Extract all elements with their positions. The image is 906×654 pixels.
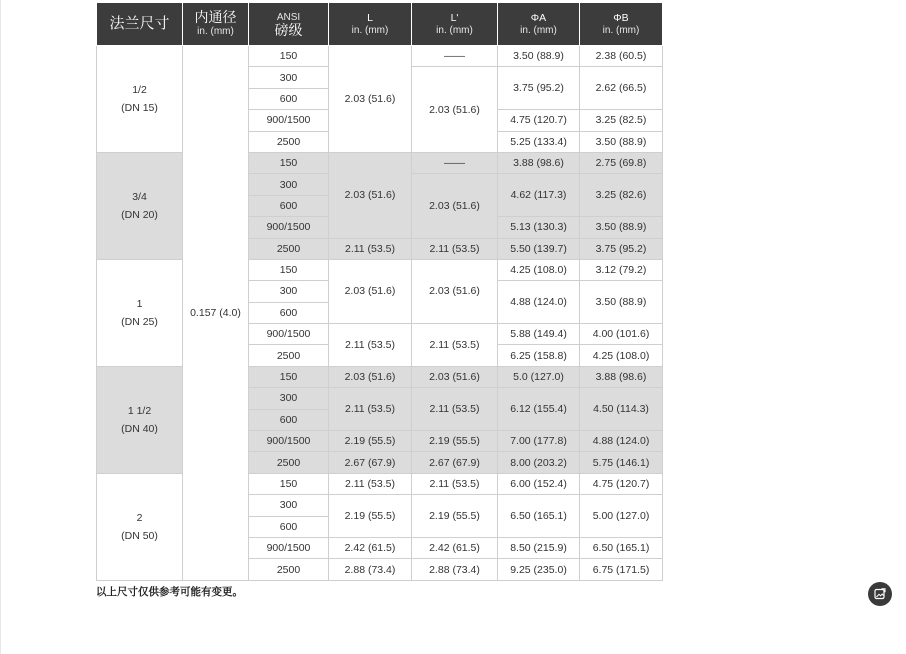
size-cell: 1/2 (DN 15) — [97, 46, 183, 153]
l-cell: 2.03 (51.6) — [329, 152, 412, 238]
header-l-prime: L' in. (mm) — [412, 3, 498, 46]
ansi-cell: 300 — [249, 388, 329, 409]
b-cell: 4.75 (120.7) — [580, 473, 663, 494]
ansi-cell: 150 — [249, 152, 329, 173]
ansi-cell: 300 — [249, 67, 329, 88]
a-cell: 5.25 (133.4) — [498, 131, 580, 152]
share-image-button[interactable] — [868, 582, 892, 606]
ansi-cell: 150 — [249, 259, 329, 280]
size-cell: 1 1/2 (DN 40) — [97, 366, 183, 473]
ansi-cell: 2500 — [249, 452, 329, 473]
a-cell: 5.88 (149.4) — [498, 324, 580, 345]
header-ansi: ANSI 磅级 — [249, 3, 329, 46]
share-image-icon — [874, 588, 886, 600]
a-cell: 4.25 (108.0) — [498, 259, 580, 280]
b-cell: 4.00 (101.6) — [580, 324, 663, 345]
ansi-cell: 2500 — [249, 131, 329, 152]
b-cell: 4.25 (108.0) — [580, 345, 663, 366]
b-cell: 4.50 (114.3) — [580, 388, 663, 431]
lp-cell: 2.03 (51.6) — [412, 366, 498, 387]
ansi-cell: 900/1500 — [249, 324, 329, 345]
ansi-cell: 150 — [249, 473, 329, 494]
a-cell: 6.12 (155.4) — [498, 388, 580, 431]
a-cell: 8.00 (203.2) — [498, 452, 580, 473]
l-cell: 2.03 (51.6) — [329, 366, 412, 387]
l-cell: 2.11 (53.5) — [329, 388, 412, 431]
l-cell: 2.11 (53.5) — [329, 324, 412, 367]
ansi-cell: 900/1500 — [249, 110, 329, 131]
size-cell: 3/4 (DN 20) — [97, 152, 183, 259]
a-cell: 5.13 (130.3) — [498, 217, 580, 238]
a-cell: 6.25 (158.8) — [498, 345, 580, 366]
b-cell: 3.75 (95.2) — [580, 238, 663, 259]
table-row — [97, 259, 663, 280]
table-row — [97, 46, 663, 67]
l-cell: 2.42 (61.5) — [329, 537, 412, 558]
ansi-cell: 900/1500 — [249, 537, 329, 558]
header-phi-a: ΦA in. (mm) — [498, 3, 580, 46]
a-cell: 7.00 (177.8) — [498, 431, 580, 452]
ansi-cell: 2500 — [249, 345, 329, 366]
l-cell: 2.03 (51.6) — [329, 259, 412, 323]
b-cell: 5.00 (127.0) — [580, 495, 663, 538]
a-cell: 3.88 (98.6) — [498, 152, 580, 173]
a-cell: 4.75 (120.7) — [498, 110, 580, 131]
disclaimer-note: 以上尺寸仅供参考可能有变更。 — [96, 586, 243, 598]
b-cell: 3.50 (88.9) — [580, 131, 663, 152]
b-cell: 4.88 (124.0) — [580, 431, 663, 452]
header-l: L in. (mm) — [329, 3, 412, 46]
table-row — [97, 152, 663, 173]
ansi-cell: 2500 — [249, 559, 329, 581]
ansi-cell: 900/1500 — [249, 217, 329, 238]
lp-cell: 2.19 (55.5) — [412, 495, 498, 538]
a-cell: 3.75 (95.2) — [498, 67, 580, 110]
b-cell: 2.62 (66.5) — [580, 67, 663, 110]
b-cell: 2.75 (69.8) — [580, 152, 663, 173]
b-cell: 5.75 (146.1) — [580, 452, 663, 473]
header-phi-b: ΦB in. (mm) — [580, 3, 663, 46]
table-row — [97, 366, 663, 387]
lp-cell: 2.88 (73.4) — [412, 559, 498, 581]
lp-cell: 2.03 (51.6) — [412, 174, 498, 238]
a-cell: 4.88 (124.0) — [498, 281, 580, 324]
l-cell: 2.88 (73.4) — [329, 559, 412, 581]
header-bore: 内通径 in. (mm) — [183, 3, 249, 46]
b-cell: 3.12 (79.2) — [580, 259, 663, 280]
ansi-cell: 150 — [249, 46, 329, 67]
lp-cell: 2.03 (51.6) — [412, 259, 498, 323]
size-cell: 1 (DN 25) — [97, 259, 183, 366]
lp-cell: 2.11 (53.5) — [412, 388, 498, 431]
lp-cell: 2.67 (67.9) — [412, 452, 498, 473]
a-cell: 6.50 (165.1) — [498, 495, 580, 538]
b-cell: 6.75 (171.5) — [580, 559, 663, 581]
table-row — [97, 473, 663, 494]
b-cell: 3.88 (98.6) — [580, 366, 663, 387]
ansi-cell: 600 — [249, 195, 329, 216]
b-cell: 3.50 (88.9) — [580, 217, 663, 238]
a-cell: 5.50 (139.7) — [498, 238, 580, 259]
header-flange-size: 法兰尺寸 — [97, 3, 183, 46]
header-row — [97, 3, 663, 46]
b-cell: 2.38 (60.5) — [580, 46, 663, 67]
b-cell: 3.25 (82.5) — [580, 110, 663, 131]
ansi-cell: 300 — [249, 174, 329, 195]
lp-cell: 2.42 (61.5) — [412, 537, 498, 558]
l-cell: 2.11 (53.5) — [329, 238, 412, 259]
a-cell: 6.00 (152.4) — [498, 473, 580, 494]
l-cell: 2.67 (67.9) — [329, 452, 412, 473]
lp-cell: 2.11 (53.5) — [412, 324, 498, 367]
l-cell: 2.19 (55.5) — [329, 495, 412, 538]
l-cell: 2.03 (51.6) — [329, 46, 412, 153]
ansi-cell: 600 — [249, 516, 329, 537]
b-cell: 3.25 (82.6) — [580, 174, 663, 217]
a-cell: 3.50 (88.9) — [498, 46, 580, 67]
lp-cell: —— — [412, 46, 498, 67]
ansi-cell: 300 — [249, 495, 329, 516]
lp-cell: —— — [412, 152, 498, 173]
lp-cell: 2.19 (55.5) — [412, 431, 498, 452]
l-cell: 2.11 (53.5) — [329, 473, 412, 494]
b-cell: 3.50 (88.9) — [580, 281, 663, 324]
a-cell: 9.25 (235.0) — [498, 559, 580, 581]
bore-cell: 0.157 (4.0) — [183, 46, 249, 581]
a-cell: 5.0 (127.0) — [498, 366, 580, 387]
ansi-cell: 2500 — [249, 238, 329, 259]
lp-cell: 2.11 (53.5) — [412, 473, 498, 494]
b-cell: 6.50 (165.1) — [580, 537, 663, 558]
left-border — [0, 0, 1, 654]
ansi-cell: 300 — [249, 281, 329, 302]
l-cell: 2.19 (55.5) — [329, 431, 412, 452]
flange-dimension-table — [96, 2, 663, 581]
lp-cell: 2.03 (51.6) — [412, 67, 498, 153]
ansi-cell: 600 — [249, 88, 329, 109]
size-cell: 2 (DN 50) — [97, 473, 183, 580]
lp-cell: 2.11 (53.5) — [412, 238, 498, 259]
a-cell: 8.50 (215.9) — [498, 537, 580, 558]
ansi-cell: 600 — [249, 409, 329, 430]
ansi-cell: 150 — [249, 366, 329, 387]
ansi-cell: 900/1500 — [249, 431, 329, 452]
ansi-cell: 600 — [249, 302, 329, 323]
a-cell: 4.62 (117.3) — [498, 174, 580, 217]
